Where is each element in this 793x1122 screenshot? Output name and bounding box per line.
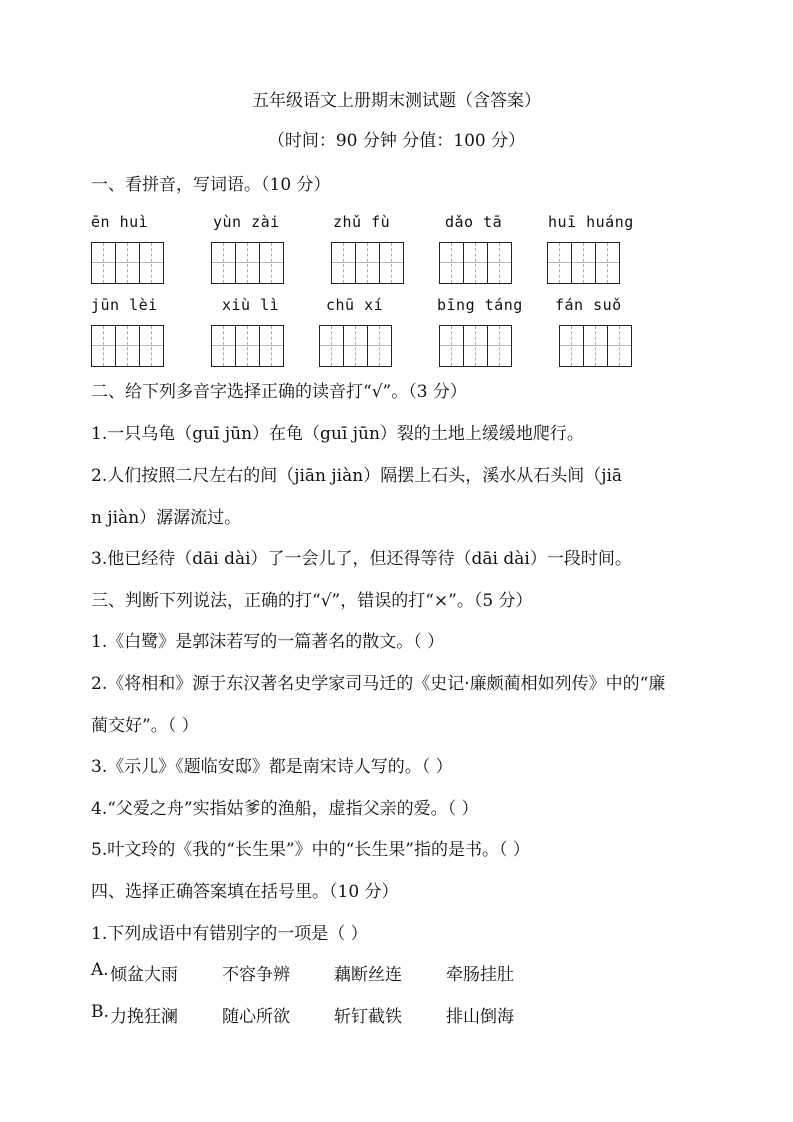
question-text: 5.叶文玲的《我的“长生果”》中的“长生果”指的是书。（ ） — [91, 840, 530, 860]
option-a-idiom-2: 不容争辨 — [222, 965, 290, 985]
section3-heading: 三、判断下列说法，正确的打“√”，错误的打“×”。（5 分） — [91, 591, 533, 611]
pinyin-2-5: fán suǒ — [555, 296, 622, 314]
question-text: 3.他已经待（dāi dài）了一会儿了，但还得等待（dāi dài）一段时间。 — [91, 549, 632, 569]
pinyin-1-5: huī huáng — [548, 213, 634, 231]
question-text: 2.《将相和》源于东汉著名史学家司马迁的《史记·廉颇蔺相如列传》中的“廉 — [91, 674, 666, 694]
writing-grid[interactable] — [559, 325, 632, 367]
pinyin-1-4: dǎo tā — [445, 213, 503, 231]
exam-info: （时间：90 分钟 分值：100 分） — [267, 131, 526, 151]
writing-grid[interactable] — [91, 242, 164, 284]
option-a-label: A. — [91, 960, 109, 980]
question-text: 4.“父爱之舟”实指姑爹的渔船，虚指父亲的爱。（ ） — [91, 799, 479, 819]
writing-grid[interactable] — [211, 325, 284, 367]
option-b-idiom-2: 随心所欲 — [222, 1007, 290, 1027]
writing-grid[interactable] — [319, 325, 392, 367]
option-b-idiom-3: 斩钉截铁 — [334, 1007, 402, 1027]
pinyin-2-4: bīng táng — [437, 296, 523, 314]
option-a-idiom-4: 牵肠挂肚 — [446, 965, 514, 985]
option-a-idiom-3: 藕断丝连 — [334, 965, 402, 985]
writing-grid[interactable] — [91, 325, 164, 367]
writing-grid[interactable] — [439, 242, 512, 284]
question-text: 蔺交好”。（ ） — [91, 716, 199, 736]
pinyin-2-2: xiù lì — [222, 296, 280, 314]
pinyin-1-2: yùn zài — [213, 213, 280, 231]
option-a-idiom-1: 倾盆大雨 — [110, 965, 178, 985]
section2-heading: 二、给下列多音字选择正确的读音打“√”。（3 分） — [91, 382, 467, 402]
page-title: 五年级语文上册期末测试题（含答案） — [252, 91, 541, 111]
pinyin-1-3: zhǔ fù — [333, 213, 391, 231]
section4-heading: 四、选择正确答案填在括号里。（10 分） — [91, 882, 399, 902]
pinyin-1-1: ēn huì — [91, 213, 149, 231]
question-text: 1.一只乌龟（guī jūn）在龟（guī jūn）裂的土地上缓缓地爬行。 — [91, 424, 584, 444]
writing-grid[interactable] — [439, 325, 512, 367]
pinyin-2-1: jūn lèi — [91, 296, 158, 314]
section1-heading: 一、看拼音，写词语。（10 分） — [91, 175, 331, 195]
pinyin-2-3: chū xí — [326, 296, 384, 314]
question-text: 1.下列成语中有错别字的一项是（ ） — [91, 924, 368, 944]
writing-grid[interactable] — [547, 242, 620, 284]
writing-grid[interactable] — [211, 242, 284, 284]
question-text: 2.人们按照二尺左右的间（jiān jiàn）隔摆上石头，溪水从石头间（jiā — [91, 466, 623, 486]
question-text: 3.《示儿》《题临安邸》都是南宋诗人写的。（ ） — [91, 757, 453, 777]
option-b-idiom-1: 力挽狂澜 — [110, 1007, 178, 1027]
question-text: n jiàn）潺潺流过。 — [91, 508, 242, 528]
option-b-label: B. — [91, 1002, 109, 1022]
question-text: 1.《白鹭》是郭沫若写的一篇著名的散文。（ ） — [91, 632, 445, 652]
option-b-idiom-4: 排山倒海 — [446, 1007, 514, 1027]
writing-grid[interactable] — [331, 242, 404, 284]
